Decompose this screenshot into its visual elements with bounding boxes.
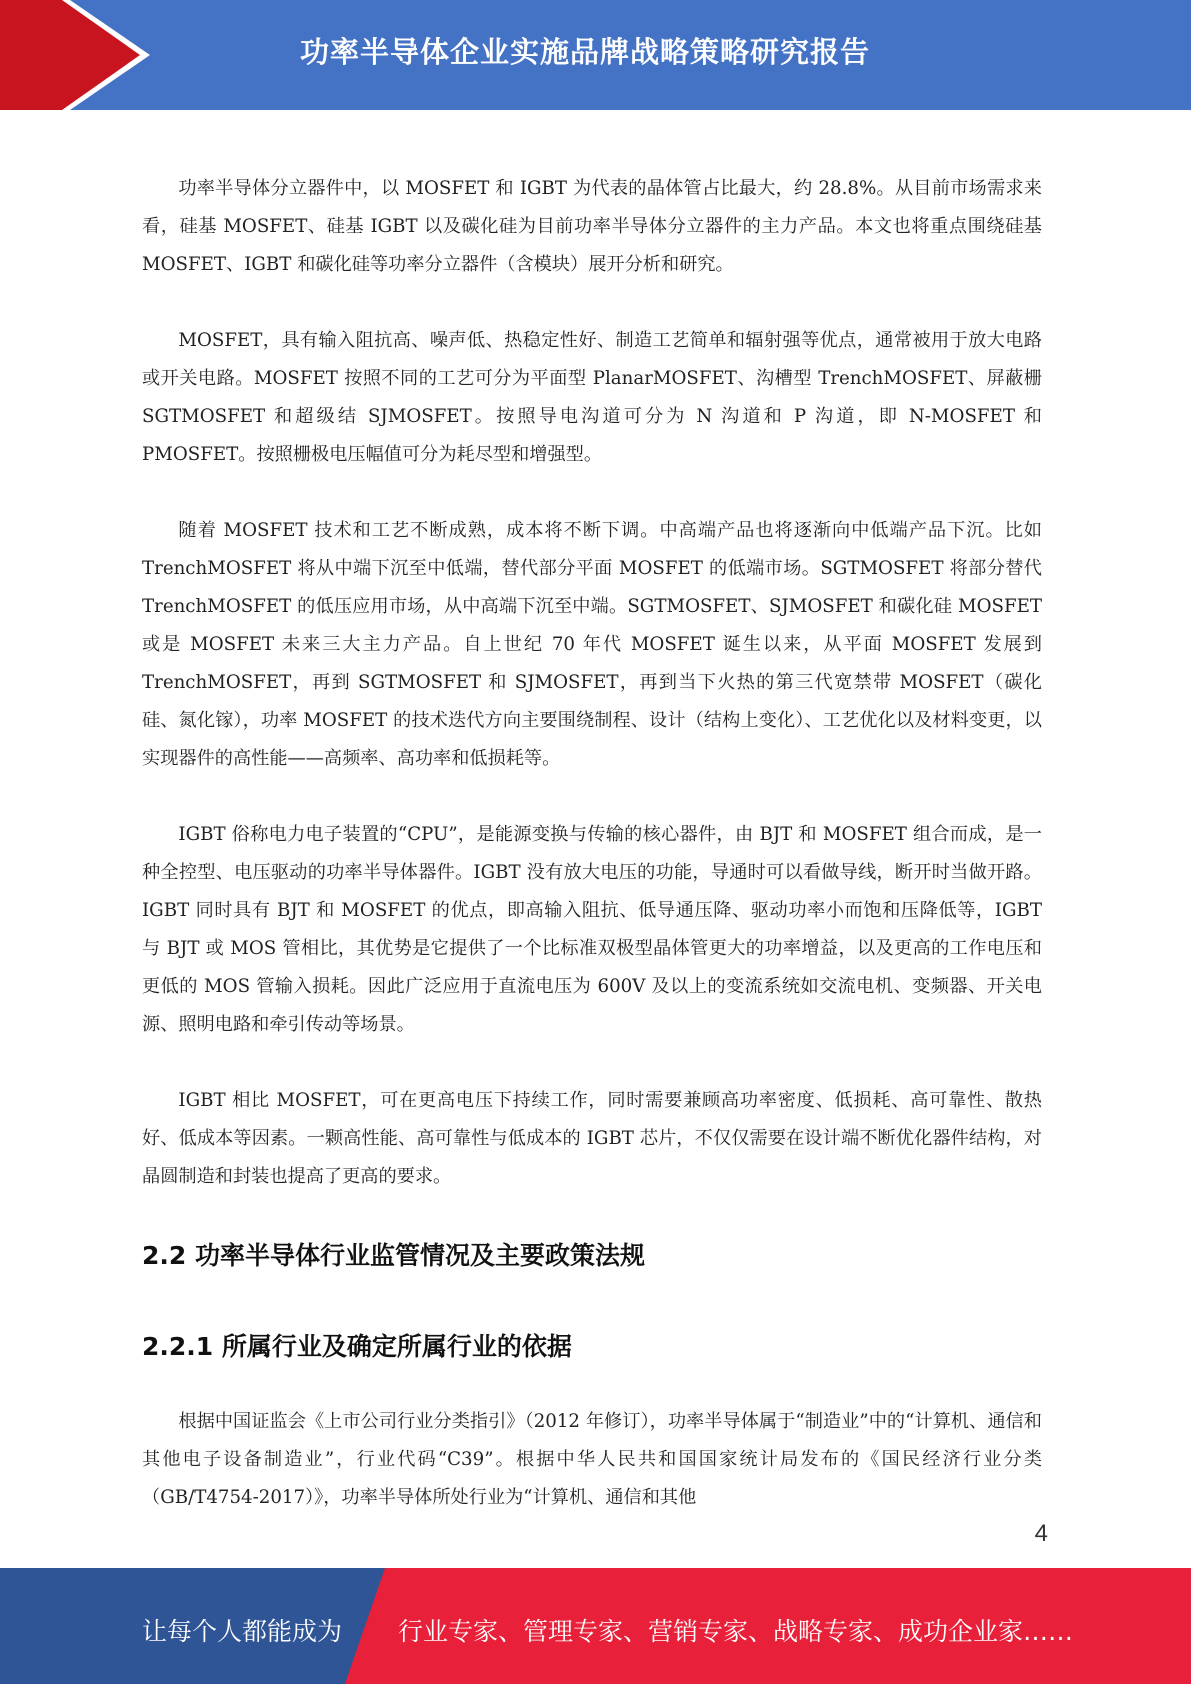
footer-slogan-right: 行业专家、管理专家、营销专家、战略专家、成功企业家…… [398,1617,1074,1646]
page-number: 4 [1034,1520,1048,1547]
section-heading: 2.2 功率半导体行业监管情况及主要政策法规 [142,1241,645,1270]
paragraph: IGBT 相比 MOSFET，可在更高电压下持续工作，同时需要兼顾高功率密度、低损耗、高可靠性、散热好、低成本等因素。一颗高性能、高可靠性与低成本的 IGBT 芯片，不仅仅需要在设计端不断优化器件结构，对晶圆制造和封装也提高了更高的要求。 [142,1090,1042,1187]
paragraph: 根据中国证监会《上市公司行业分类指引》（2012 年修订），功率半导体属于“制造业”中的“计算机、通信和其他电子设备制造业”，行业代码“C39”。根据中华人民共和国国家统计局发布的《国民经济行业分类（GB/T4754-2017）》，功率半导体所处行业为“计算机、通信和其他 [142,1411,1042,1508]
paragraph: 功率半导体分立器件中，以 MOSFET 和 IGBT 为代表的晶体管占比最大，约 28.8%。从目前市场需求来看，硅基 MOSFET、硅基 IGBT 以及碳化硅为目前功率半导体分立器件的主力产品。本文也将重点围绕硅基 MOSFET、IGBT 和碳化硅等功率分立器件（含模块）展开分析和研究。 [142,178,1042,275]
paragraph: MOSFET，具有输入阻抗高、噪声低、热稳定性好、制造工艺简单和辐射强等优点，通常被用于放大电路或开关电路。MOSFET 按照不同的工艺可分为平面型 PlanarMOSFET、沟槽型 TrenchMOSFET、屏蔽栅 SGTMOSFET 和超级结 SJMOSFET。按照导电沟道可分为 N 沟道和 P 沟道，即 N-MOSFET 和 PMOSFET。按照栅极电压幅值可分为耗尽型和增强型。 [142,330,1042,465]
paragraph: 随着 MOSFET 技术和工艺不断成熟，成本将不断下调。中高端产品也将逐渐向中低端产品下沉。比如 TrenchMOSFET 将从中端下沉至中低端，替代部分平面 MOSFET 的低端市场。SGTMOSFET 将部分替代 TrenchMOSFET 的低压应用市场，从中高端下沉至中端。SGTMOSFET、SJMOSFET 和碳化硅 MOSFET 或是 MOSFET 未来三大主力产品。自上世纪 70 年代 MOSFET 诞生以来，从平面 MOSFET 发展到 TrenchMOSFET，再到 SGTMOSFET 和 SJMOSFET，再到当下火热的第三代宽禁带 MOSFET（碳化硅、氮化镓），功率 MOSFET 的技术迭代方向主要围绕制程、设计（结构上变化）、工艺优化以及材料变更，以实现器件的高性能——高频率、高功率和低损耗等。 [142,520,1042,769]
paragraph: IGBT 俗称电力电子装置的“CPU”，是能源变换与传输的核心器件，由 BJT 和 MOSFET 组合而成，是一种全控型、电压驱动的功率半导体器件。IGBT 没有放大电压的功能，导通时可以看做导线，断开时当做开路。IGBT 同时具有 BJT 和 MOSFET 的优点，即高输入阻抗、低导通压降、驱动功率小而饱和压降低等，IGBT 与 BJT 或 MOS 管相比，其优势是它提供了一个比标准双极型晶体管更大的功率增益，以及更高的工作电压和更低的 MOS 管输入损耗。因此广泛应用于直流电压为 600V 及以上的变流系统如交流电机、变频器、开关电源、照明电路和牵引传动等场景。 [142,824,1042,1035]
document-title: 功率半导体企业实施品牌战略策略研究报告 [300,35,871,69]
document-body [142,170,1042,1517]
page-header [0,0,1191,110]
subsection-heading: 2.2.1 所属行业及确定所属行业的依据 [142,1332,572,1361]
page-footer [0,1568,1191,1684]
footer-slogan-left: 让每个人都能成为 [142,1617,343,1646]
